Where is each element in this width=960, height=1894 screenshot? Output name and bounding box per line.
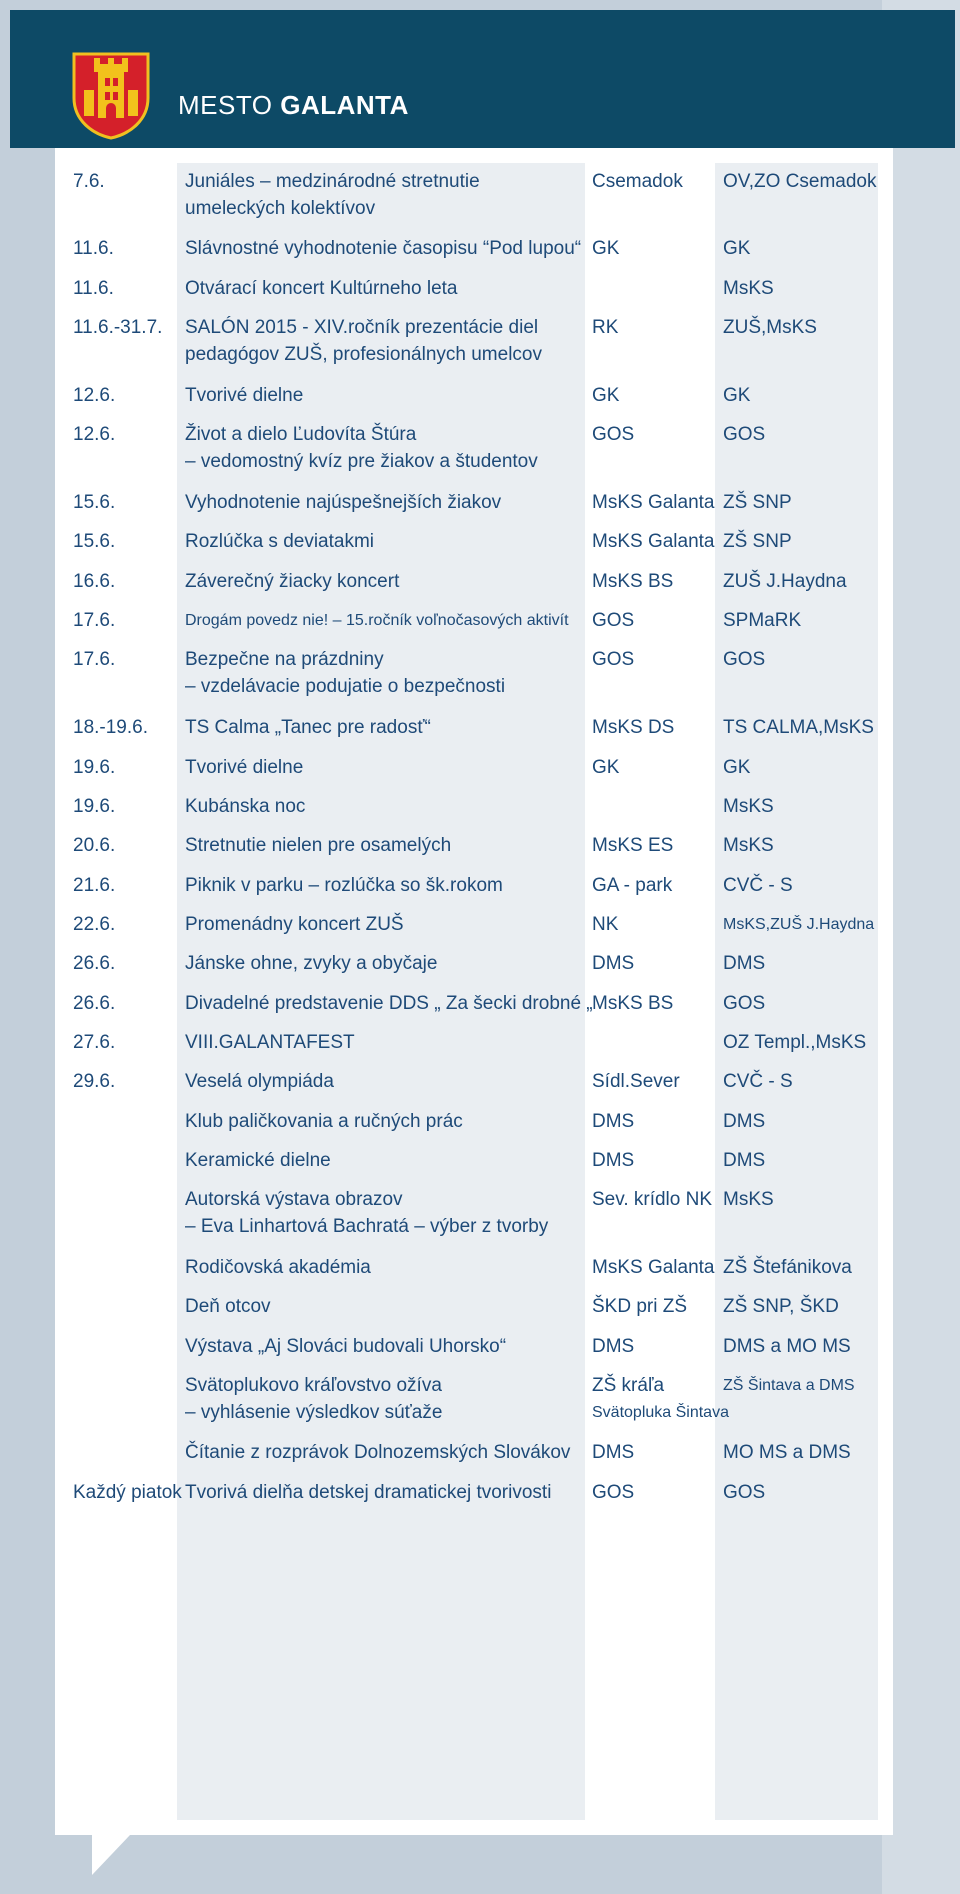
event-venue (592, 168, 722, 195)
event-name (185, 1479, 585, 1506)
event-name-line: Veselá olympiáda (185, 1071, 334, 1092)
event-date: 21.6. (73, 875, 116, 896)
event-organizer: ZŠ SNP (723, 531, 792, 552)
event-date: 20.6. (73, 835, 116, 856)
event-venue-line: ŠKD pri ZŠ (592, 1296, 688, 1317)
event-organizer: MsKS,ZUŠ J.Haydna (723, 916, 875, 933)
event-venue (592, 950, 722, 977)
event-name (185, 1333, 585, 1360)
event-name-line: Svätoplukovo kráľovstvo ožíva (185, 1375, 442, 1396)
event-name-line: Klub paličkovania a ručných prác (185, 1111, 463, 1132)
event-name (185, 1254, 585, 1281)
event-venue (592, 1068, 722, 1095)
event-name (185, 1372, 585, 1426)
event-organizer: MsKS (723, 796, 774, 817)
event-organizer: ZŠ Štefánikova (723, 1257, 852, 1278)
event-name-line: Stretnutie nielen pre osamelých (185, 835, 452, 856)
event-date: 12.6. (73, 385, 116, 406)
event-organizer: ZŠ SNP (723, 492, 792, 513)
event-name-line: Rodičovská akadémia (185, 1257, 371, 1278)
event-venue-line: MsKS Galanta (592, 492, 715, 513)
event-name (185, 607, 585, 634)
event-organizer: CVČ - S (723, 875, 793, 896)
event-name-line: Keramické dielne (185, 1150, 331, 1171)
event-venue-line: Sídl.Sever (592, 1071, 680, 1092)
event-name-line: VIII.GALANTAFEST (185, 1032, 355, 1053)
event-name-line: Juniáles – medzinárodné stretnutie (185, 171, 480, 192)
event-venue-line: GOS (592, 1482, 635, 1503)
event-name (185, 793, 585, 820)
event-organizer: GK (723, 385, 751, 406)
event-name-line: Promenádny koncert ZUŠ (185, 914, 404, 935)
event-organizer: MsKS (723, 835, 774, 856)
event-name-line: Jánske ohne, zvyky a obyčaje (185, 953, 438, 974)
event-organizer: DMS (723, 1111, 766, 1132)
event-organizer: GOS (723, 1482, 766, 1503)
event-date: 29.6. (73, 1071, 116, 1092)
event-venue (592, 646, 722, 673)
event-venue-line: GOS (592, 610, 635, 631)
event-name-line: Záverečný žiacky koncert (185, 571, 400, 592)
event-organizer: CVČ - S (723, 1071, 793, 1092)
event-name (185, 1147, 585, 1174)
event-organizer: OZ Templ.,MsKS (723, 1032, 867, 1053)
event-venue (592, 528, 722, 555)
event-venue-line: GK (592, 238, 620, 259)
event-venue (592, 1372, 729, 1426)
event-name-line: Deň otcov (185, 1296, 271, 1317)
event-venue-line: GOS (592, 424, 635, 445)
event-organizer: MsKS (723, 1189, 774, 1210)
event-name (185, 314, 585, 368)
event-name (185, 382, 585, 409)
event-date: 26.6. (73, 993, 116, 1014)
event-organizer: TS CALMA,MsKS (723, 717, 874, 738)
event-venue (592, 421, 722, 448)
event-name-line: Vyhodnotenie najúspešnejších žiakov (185, 492, 502, 513)
header-banner (10, 10, 955, 148)
event-name-line: – vzdelávacie podujatie o bezpečnosti (185, 676, 506, 697)
event-venue (592, 1254, 722, 1281)
event-venue-line: Svätopluka Šintava (592, 1404, 729, 1421)
event-date: 27.6. (73, 1032, 116, 1053)
event-venue (592, 1479, 722, 1506)
event-organizer: GK (723, 238, 751, 259)
event-name-line: Autorská výstava obrazov (185, 1189, 403, 1210)
event-organizer: ZŠ Šintava a DMS (723, 1377, 855, 1394)
event-organizer: DMS (723, 953, 766, 974)
events-table (55, 148, 893, 1835)
event-name-line: umeleckých kolektívov (185, 198, 376, 219)
event-venue-line: MsKS Galanta (592, 1257, 715, 1278)
event-organizer: MsKS (723, 278, 774, 299)
event-venue-line: GOS (592, 649, 635, 670)
event-venue (592, 235, 722, 262)
event-name (185, 421, 585, 475)
event-organizer: DMS a MO MS (723, 1336, 851, 1357)
event-name (185, 489, 585, 516)
event-name-line: – Eva Linhartová Bachratá – výber z tvorby (185, 1216, 549, 1237)
event-venue (592, 832, 722, 859)
event-venue-line: MsKS Galanta (592, 531, 715, 552)
event-venue (592, 489, 722, 516)
event-date: 19.6. (73, 757, 116, 778)
event-name (185, 1293, 585, 1320)
event-name (185, 714, 585, 741)
speech-tail (92, 1835, 130, 1875)
event-name-line: Tvorivé dielne (185, 757, 304, 778)
event-date: 19.6. (73, 796, 116, 817)
event-venue-line: Csemadok (592, 171, 683, 192)
event-venue-line: DMS (592, 1336, 635, 1357)
event-name (185, 1186, 585, 1240)
event-venue (592, 754, 722, 781)
event-date: 15.6. (73, 492, 116, 513)
event-venue-line: RK (592, 317, 619, 338)
event-name-line: – vedomostný kvíz pre žiakov a študentov (185, 451, 538, 472)
event-organizer: ZŠ SNP, ŠKD (723, 1296, 839, 1317)
event-date: 11.6. (73, 278, 114, 299)
event-name-line: Rozlúčka s deviatakmi (185, 531, 375, 552)
event-organizer: GOS (723, 993, 766, 1014)
event-name (185, 950, 585, 977)
event-venue-line: NK (592, 914, 619, 935)
event-name-line: SALÓN 2015 - XIV.ročník prezentácie diel (185, 317, 539, 338)
event-name-line: – vyhlásenie výsledkov súťaže (185, 1402, 443, 1423)
city-crest-icon (70, 50, 152, 140)
event-date: 26.6. (73, 953, 116, 974)
event-organizer: OV,ZO Csemadok (723, 171, 877, 192)
event-name-line: Slávnostné vyhodnotenie časopisu “Pod lupou“ (185, 238, 582, 259)
event-venue (592, 714, 722, 741)
event-name (185, 275, 585, 302)
event-organizer: SPMaRK (723, 610, 802, 631)
event-venue-line: GK (592, 385, 620, 406)
event-name (185, 568, 585, 595)
event-venue (592, 568, 722, 595)
event-date: 18.-19.6. (73, 717, 148, 738)
event-organizer: ZUŠ,MsKS (723, 317, 817, 338)
event-date: 17.6. (73, 649, 116, 670)
event-venue (592, 1108, 722, 1135)
event-venue (592, 314, 722, 341)
event-name (185, 872, 585, 899)
event-venue (592, 872, 722, 899)
event-name-line: Život a dielo Ľudovíta Štúra (185, 424, 417, 445)
event-date: 15.6. (73, 531, 116, 552)
event-name-line: pedagógov ZUŠ, profesionálnych umelcov (185, 344, 542, 365)
event-date: Každý piatok (73, 1482, 182, 1503)
event-venue-line: Sev. krídlo NK (592, 1189, 713, 1210)
event-date: 17.6. (73, 610, 116, 631)
event-venue (592, 607, 722, 634)
event-organizer: GK (723, 757, 751, 778)
event-venue-line: GK (592, 757, 620, 778)
event-name (185, 1108, 585, 1135)
event-name (185, 235, 585, 262)
event-name (185, 911, 585, 938)
event-name (185, 990, 593, 1017)
event-organizer: MO MS a DMS (723, 1442, 851, 1463)
event-venue (592, 1147, 722, 1174)
event-organizer: DMS (723, 1150, 766, 1171)
event-venue (592, 1333, 722, 1360)
event-venue (592, 1186, 722, 1213)
event-name-line: Drogám povedz nie! – 15.ročník voľnočasových aktivít (185, 612, 569, 629)
event-date: 16.6. (73, 571, 116, 592)
event-name (185, 754, 585, 781)
event-name-line: Čítanie z rozprávok Dolnozemských Slovákov (185, 1442, 571, 1463)
event-name-line: Kubánska noc (185, 796, 306, 817)
event-name (185, 646, 585, 700)
event-date: 11.6. (73, 238, 114, 259)
event-venue-line: MsKS BS (592, 993, 674, 1014)
event-name (185, 168, 585, 222)
event-venue (592, 911, 722, 938)
event-venue-line: DMS (592, 953, 635, 974)
event-venue-line: GA - park (592, 875, 673, 896)
event-name (185, 1068, 585, 1095)
event-name-line: Tvorivá dielňa detskej dramatickej tvorivosti (185, 1482, 552, 1503)
event-venue (592, 382, 722, 409)
event-date: 11.6.-31.7. (73, 317, 163, 338)
event-venue-line: ZŠ kráľa (592, 1375, 665, 1396)
event-organizer: ZUŠ J.Haydna (723, 571, 847, 592)
event-name (185, 832, 585, 859)
event-venue-line: DMS (592, 1442, 635, 1463)
event-name-line: Piknik v parku – rozlúčka so šk.rokom (185, 875, 503, 896)
event-venue (592, 1293, 722, 1320)
event-name (185, 1029, 585, 1056)
background-stripe (882, 0, 960, 1894)
event-date: 7.6. (73, 171, 105, 192)
event-organizer: GOS (723, 424, 766, 445)
event-venue (592, 1439, 722, 1466)
event-name (185, 528, 585, 555)
event-name-line: Divadelné predstavenie DDS „ Za šecki drobné „ (185, 993, 593, 1014)
event-name-line: Tvorivé dielne (185, 385, 304, 406)
event-venue-line: DMS (592, 1111, 635, 1132)
event-date: 12.6. (73, 424, 116, 445)
event-name-line: Bezpečne na prázdniny (185, 649, 384, 670)
event-venue-line: MsKS BS (592, 571, 674, 592)
event-venue-line: MsKS DS (592, 717, 675, 738)
event-name-line: TS Calma „Tanec pre radosť“ (185, 717, 431, 738)
event-venue (592, 990, 722, 1017)
brand-title: MESTO GALANTA (178, 90, 409, 120)
event-venue-line: DMS (592, 1150, 635, 1171)
event-date: 22.6. (73, 914, 116, 935)
event-name-line: Výstava „Aj Slováci budovali Uhorsko“ (185, 1336, 507, 1357)
event-organizer: GOS (723, 649, 766, 670)
event-name (185, 1439, 585, 1466)
event-name-line: Otvárací koncert Kultúrneho leta (185, 278, 458, 299)
event-venue-line: MsKS ES (592, 835, 674, 856)
